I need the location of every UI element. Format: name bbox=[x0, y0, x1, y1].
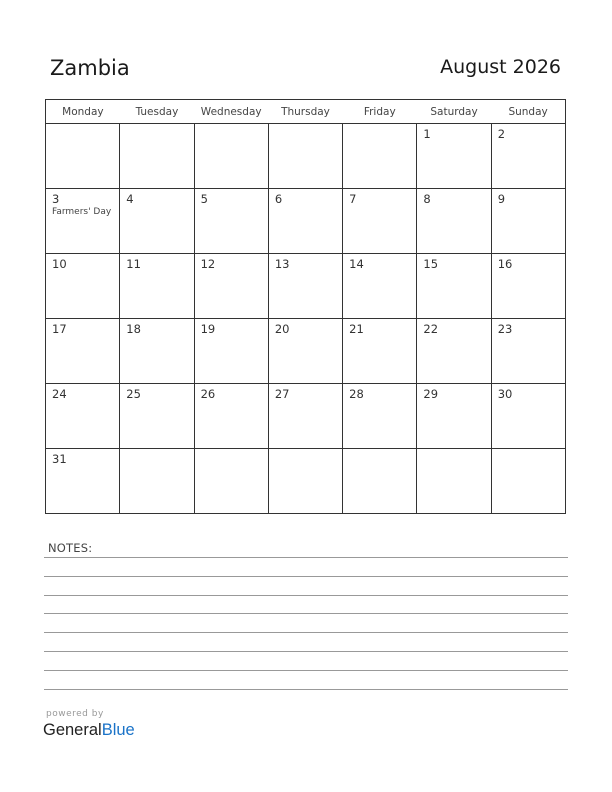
day-cell bbox=[417, 449, 491, 514]
day-number: 23 bbox=[497, 322, 513, 336]
day-number: 29 bbox=[423, 387, 439, 401]
day-cell bbox=[194, 254, 268, 319]
day-cell bbox=[491, 384, 565, 449]
day-number: 31 bbox=[52, 452, 67, 466]
day-cell bbox=[417, 319, 491, 384]
day-number: 25 bbox=[126, 387, 141, 401]
calendar-week-row bbox=[46, 449, 566, 514]
day-number: 24 bbox=[52, 387, 67, 401]
day-number: 2 bbox=[497, 127, 506, 141]
day-number: 17 bbox=[52, 322, 67, 336]
day-cell bbox=[491, 319, 565, 384]
day-cell bbox=[417, 254, 491, 319]
day-number: 16 bbox=[497, 257, 513, 271]
day-cell bbox=[194, 124, 268, 189]
day-cell bbox=[417, 124, 491, 189]
day-cell bbox=[120, 384, 194, 449]
day-cell bbox=[46, 319, 120, 384]
weekday-header: Friday bbox=[343, 100, 417, 124]
day-cell bbox=[268, 189, 342, 254]
day-cell bbox=[194, 189, 268, 254]
calendar-week-row bbox=[46, 189, 566, 254]
weekday-header: Monday bbox=[46, 100, 120, 124]
day-cell bbox=[46, 189, 120, 254]
day-cell bbox=[120, 319, 194, 384]
day-cell bbox=[268, 124, 342, 189]
day-number: 21 bbox=[349, 322, 364, 336]
day-number: 20 bbox=[274, 322, 290, 336]
notes-label: NOTES: bbox=[48, 541, 93, 555]
day-number: 9 bbox=[497, 192, 506, 206]
day-number: 15 bbox=[423, 257, 439, 271]
day-cell bbox=[194, 384, 268, 449]
day-cell bbox=[343, 319, 417, 384]
day-cell bbox=[194, 319, 268, 384]
weekday-header: Thursday bbox=[268, 100, 342, 124]
notes-line bbox=[44, 689, 568, 690]
day-number: 28 bbox=[349, 387, 364, 401]
day-number: 13 bbox=[274, 257, 290, 271]
day-number: 22 bbox=[423, 322, 439, 336]
notes-line bbox=[44, 670, 568, 671]
day-cell bbox=[491, 254, 565, 319]
calendar-grid bbox=[45, 99, 566, 514]
brand-blue-text: Blue bbox=[101, 721, 135, 739]
day-number: 18 bbox=[126, 322, 141, 336]
weekday-header: Saturday bbox=[417, 100, 491, 124]
brand-general-text: General bbox=[43, 721, 102, 739]
day-cell bbox=[268, 384, 342, 449]
calendar-week-row bbox=[46, 124, 566, 189]
day-cell bbox=[343, 384, 417, 449]
day-cell bbox=[268, 319, 342, 384]
day-number: 8 bbox=[423, 192, 431, 206]
day-number: 26 bbox=[200, 387, 216, 401]
day-cell bbox=[343, 124, 417, 189]
day-number: 6 bbox=[274, 192, 283, 206]
notes-line bbox=[44, 557, 568, 558]
day-cell bbox=[491, 124, 565, 189]
day-cell bbox=[417, 189, 491, 254]
calendar-week-row bbox=[46, 319, 566, 384]
day-number: 7 bbox=[349, 192, 357, 206]
day-cell bbox=[268, 254, 342, 319]
weekday-header: Tuesday bbox=[120, 100, 194, 124]
weekday-header: Sunday bbox=[491, 100, 565, 124]
day-cell bbox=[491, 449, 565, 514]
day-number: 3 bbox=[52, 192, 60, 206]
notes-line bbox=[44, 632, 568, 633]
day-number: 12 bbox=[200, 257, 216, 271]
day-cell bbox=[46, 384, 120, 449]
day-cell bbox=[343, 189, 417, 254]
day-cell bbox=[46, 124, 120, 189]
powered-by-text: powered by bbox=[46, 709, 104, 719]
holiday-label: Farmers' Day bbox=[52, 207, 112, 217]
notes-line bbox=[44, 651, 568, 652]
day-cell bbox=[120, 254, 194, 319]
day-cell bbox=[46, 449, 120, 514]
calendar-week-row bbox=[46, 254, 566, 319]
day-cell bbox=[120, 449, 194, 514]
month-year-title: August 2026 bbox=[440, 56, 561, 78]
country-title: Zambia bbox=[50, 56, 130, 80]
day-cell bbox=[417, 384, 491, 449]
day-number: 1 bbox=[423, 127, 431, 141]
day-number: 14 bbox=[349, 257, 364, 271]
day-cell bbox=[491, 189, 565, 254]
day-number: 27 bbox=[274, 387, 290, 401]
day-cell bbox=[343, 449, 417, 514]
notes-line bbox=[44, 613, 568, 614]
day-cell bbox=[46, 254, 120, 319]
generalblue-logo[interactable] bbox=[43, 721, 135, 740]
day-cell bbox=[268, 449, 342, 514]
notes-line bbox=[44, 576, 568, 577]
day-number: 19 bbox=[200, 322, 216, 336]
day-cell bbox=[194, 449, 268, 514]
day-cell bbox=[343, 254, 417, 319]
day-number: 10 bbox=[52, 257, 67, 271]
day-number: 30 bbox=[497, 387, 513, 401]
day-cell bbox=[120, 124, 194, 189]
weekday-header-row bbox=[46, 100, 566, 124]
day-number: 4 bbox=[126, 192, 134, 206]
day-cell bbox=[120, 189, 194, 254]
day-number: 5 bbox=[200, 192, 208, 206]
weekday-header: Wednesday bbox=[194, 100, 268, 124]
calendar-week-row bbox=[46, 384, 566, 449]
notes-line bbox=[44, 595, 568, 596]
day-number: 11 bbox=[126, 257, 141, 271]
